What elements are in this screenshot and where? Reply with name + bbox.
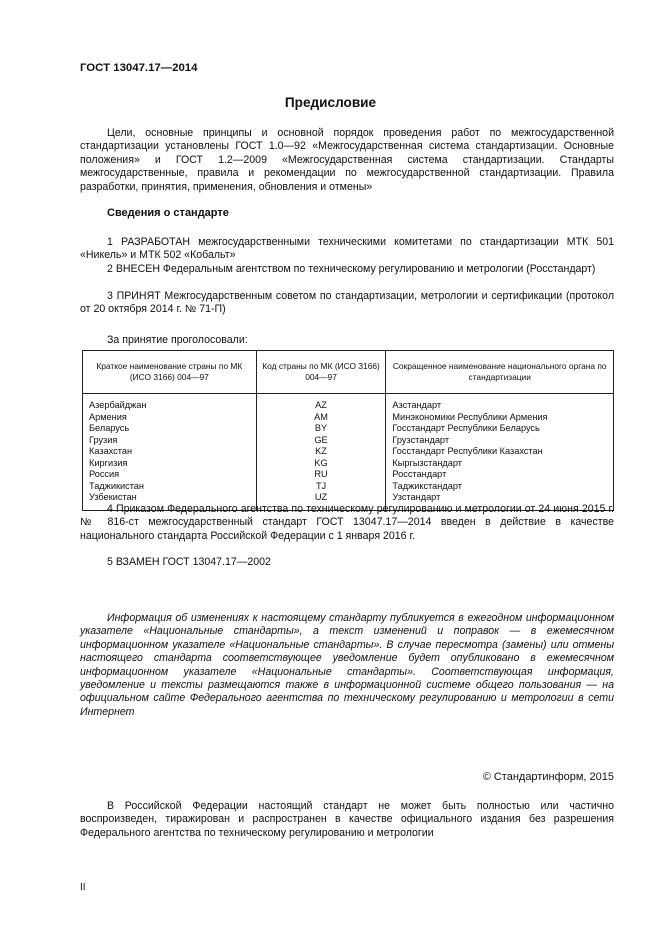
standard-code-header: ГОСТ 13047.17—2014	[80, 62, 198, 74]
body-cell: Кыргызстандарт	[386, 458, 614, 470]
table-row	[83, 469, 614, 481]
country-cell: Азербайджан	[83, 394, 257, 412]
code-cell: RU	[256, 469, 386, 481]
table-row	[83, 458, 614, 470]
code-cell: BY	[256, 423, 386, 435]
column-header-country: Краткое наименование страны по МК (ИСО 3166) 004—97	[83, 351, 257, 394]
code-cell: AM	[256, 412, 386, 424]
column-header-body: Сокращенное наименование национального органа по стандартизации	[386, 351, 614, 394]
body-cell: Грузстандарт	[386, 435, 614, 447]
country-cell: Казахстан	[83, 446, 257, 458]
legal-paragraph: В Российской Федерации настоящий стандарт не может быть полностью или частично воспроизведен, тиражирован и распространен в качестве официального издания без разрешения Федерального агентства по техническому регулированию и метрологии	[80, 800, 614, 839]
body-cell: Азстандарт	[386, 394, 614, 412]
body-cell: Госстандарт Республики Беларусь	[386, 423, 614, 435]
table-row	[83, 394, 614, 412]
code-cell: TJ	[256, 481, 386, 493]
item-developed: 1 РАЗРАБОТАН межгосударственными техническими комитетами по стандартизации МТК 501 «Никель» и МТК 502 «Кобальт»	[80, 236, 614, 262]
body-cell: Минэкономики Республики Армения	[386, 412, 614, 424]
votes-table	[82, 350, 614, 511]
country-cell: Киргизия	[83, 458, 257, 470]
code-cell: GE	[256, 435, 386, 447]
body-cell: Узстандарт	[386, 492, 614, 510]
info-heading: Сведения о стандарте	[107, 207, 229, 219]
item-order: 4 Приказом Федерального агентства по техническому регулированию и метрологии от 24 июня 2015 г. № 816-ст межгосударственный стандарт ГОСТ 13047.17—2014 введен в действие в качестве национального стандарта Российской Федерации с 1 января 2016 г.	[80, 503, 614, 542]
country-cell: Таджикистан	[83, 481, 257, 493]
code-cell: AZ	[256, 394, 386, 412]
item-introduced: 2 ВНЕСЕН Федеральным агентством по техническому регулированию и метрологии (Росстандарт)	[107, 263, 596, 275]
copyright-line: © Стандартинформ, 2015	[482, 771, 614, 783]
country-cell: Узбекистан	[83, 492, 257, 510]
intro-paragraph: Цели, основные принципы и основной порядок проведения работ по межгосударственной стандартизации установлены ГОСТ 1.0—92 «Межгосударственная система стандартизации. Основные положения» и ГОСТ 1.2—2009 «Межгосударственная система стандартизации. Стандарты межгосударственные, правила и рекомендации по межгосударственной стандартизации. Правила разработки, принятия, применения, обновления и отмены»	[80, 127, 614, 193]
body-cell: Таджикстандарт	[386, 481, 614, 493]
code-cell: KG	[256, 458, 386, 470]
country-cell: Россия	[83, 469, 257, 481]
code-cell: UZ	[256, 492, 386, 510]
body-cell: Госстандарт Республики Казахстан	[386, 446, 614, 458]
column-header-code: Код страны по МК (ИСО 3166) 004—97	[256, 351, 386, 394]
table-row	[83, 412, 614, 424]
country-cell: Беларусь	[83, 423, 257, 435]
country-cell: Грузия	[83, 435, 257, 447]
table-row	[83, 481, 614, 493]
votes-caption: За принятие проголосовали:	[107, 334, 248, 346]
table-row	[83, 446, 614, 458]
notice-paragraph: Информация об изменениях к настоящему стандарту публикуется в ежегодном информационном указателе «Национальные стандарты», а текст изменений и поправок — в ежемесячном информационном указателе «Национальные стандарты». В случае пересмотра (замены) или отмены настоящего стандарта соответствующее уведомление будет опубликовано в ежемесячном информационном указателе «Национальные стандарты». Соответствующая информация, уведомление и тексты размещаются также в информационной системе общего пользования — на официальном сайте Федерального агентства по техническому регулированию и метрологии в сети Интернет	[80, 612, 614, 718]
page-title: Предисловие	[284, 95, 377, 110]
body-cell: Росстандарт	[386, 469, 614, 481]
code-cell: KZ	[256, 446, 386, 458]
table-row	[83, 423, 614, 435]
page-number: II	[80, 882, 86, 893]
country-cell: Армения	[83, 412, 257, 424]
item-replaces: 5 ВЗАМЕН ГОСТ 13047.17—2002	[107, 556, 271, 568]
table-row	[83, 435, 614, 447]
item-adopted: 3 ПРИНЯТ Межгосударственным советом по стандартизации, метрологии и сертификации (протокол от 20 октября 2014 г. № 71-П)	[80, 290, 614, 316]
